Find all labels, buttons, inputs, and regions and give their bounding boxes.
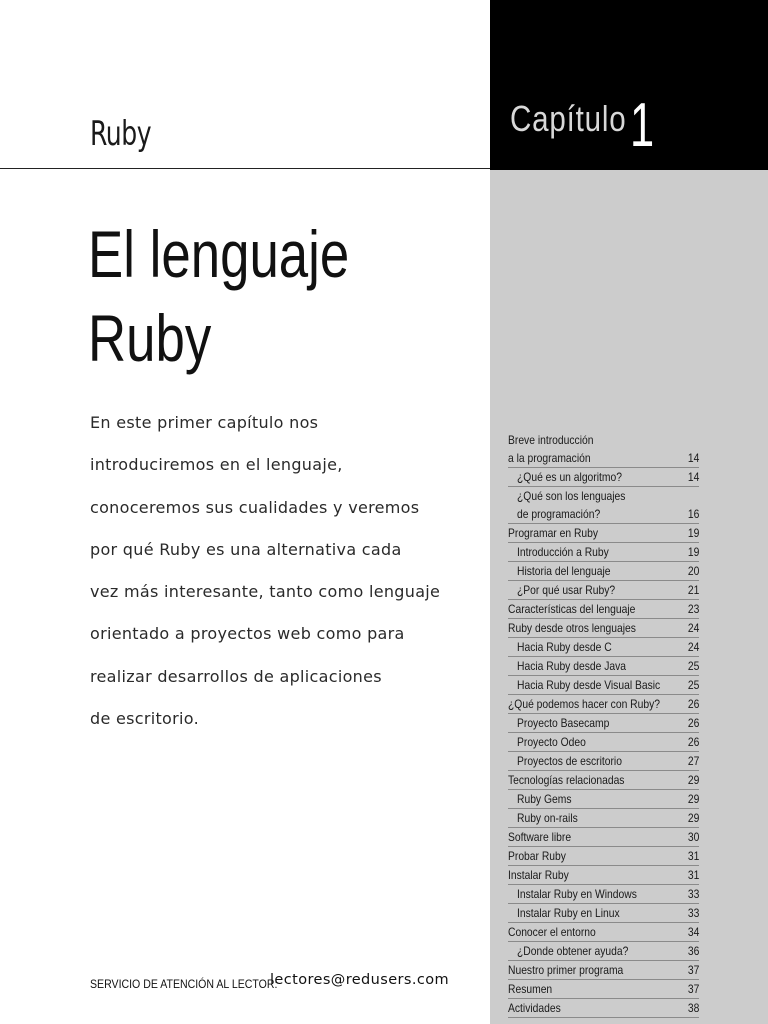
toc-entry-title: ¿Qué son los lenguajes — [517, 489, 626, 503]
intro-line: realizar desarrollos de aplicaciones — [90, 666, 382, 686]
toc-page-number: 16 — [687, 507, 699, 521]
toc-entry[interactable] — [508, 619, 699, 638]
toc-entry-title: Actividades — [508, 1001, 561, 1015]
toc-page-number: 14 — [687, 451, 699, 465]
toc-subentry[interactable] — [508, 714, 699, 733]
chapter-word: Capítulo — [510, 98, 627, 139]
toc-page-number: 25 — [687, 678, 699, 692]
chapter-header-panel — [490, 0, 768, 170]
toc-page-number: 26 — [687, 716, 699, 730]
intro-line: por qué Ruby es una alternativa cada — [90, 539, 402, 559]
toc-entry[interactable] — [508, 923, 699, 942]
toc-subentry[interactable] — [508, 942, 699, 961]
toc-page-number: 25 — [687, 659, 699, 673]
toc-entry-title: Conocer el entorno — [508, 925, 596, 939]
toc-entry-title: Hacia Ruby desde C — [517, 640, 612, 654]
toc-entry[interactable] — [508, 999, 699, 1018]
toc-entry-title: Historia del lenguaje — [517, 564, 611, 578]
intro-line: En este primer capítulo nos — [90, 413, 319, 432]
toc-subentry[interactable] — [508, 562, 699, 581]
toc-subentry[interactable] — [508, 468, 699, 487]
chapter-number: 1 — [630, 91, 655, 160]
toc-page-number: 37 — [687, 963, 699, 977]
toc-entry[interactable] — [508, 828, 699, 847]
toc-page-number: 37 — [687, 982, 699, 996]
toc-entry[interactable] — [508, 524, 699, 543]
book-title: Ruby — [90, 114, 152, 154]
toc-entry-title-continued: de programación? — [517, 507, 601, 521]
toc-entry-title: Instalar Ruby en Linux — [517, 906, 620, 920]
toc-page-number: 31 — [687, 868, 699, 882]
toc-page-number: 23 — [687, 602, 699, 616]
toc-page-number: 24 — [687, 621, 699, 635]
toc-entry-title: Proyecto Basecamp — [517, 716, 610, 730]
chapter-title-line: Ruby — [88, 301, 212, 375]
toc-entry[interactable] — [508, 600, 699, 619]
toc-entry-title: ¿Qué es un algoritmo? — [517, 470, 622, 484]
toc-page-number: 29 — [687, 792, 699, 806]
toc-subentry[interactable] — [508, 657, 699, 676]
toc-entry-title: Hacia Ruby desde Visual Basic — [517, 678, 661, 692]
toc-page-number: 20 — [687, 564, 699, 578]
toc-page-number: 29 — [687, 811, 699, 825]
chapter-title-line: El lenguaje — [88, 217, 350, 291]
table-of-contents — [508, 431, 699, 1018]
toc-subentry[interactable] — [508, 790, 699, 809]
toc-page-number: 33 — [687, 906, 699, 920]
toc-entry-title: Nuestro primer programa — [508, 963, 624, 977]
toc-entry-title: Probar Ruby — [508, 849, 566, 863]
toc-entry[interactable] — [508, 961, 699, 980]
footer-label: SERVICIO DE ATENCIÓN AL LECTOR: — [90, 977, 278, 991]
intro-line: de escritorio. — [90, 709, 199, 729]
toc-subentry[interactable] — [508, 809, 699, 828]
toc-page-number: 29 — [687, 773, 699, 787]
toc-page-number: 31 — [687, 849, 699, 863]
toc-page-number: 19 — [687, 545, 699, 559]
toc-entry[interactable] — [508, 771, 699, 790]
toc-entry-title: Programar en Ruby — [508, 526, 599, 540]
chapter-intro — [90, 402, 470, 740]
toc-subentry[interactable] — [508, 543, 699, 562]
intro-line: vez más interesante, tanto como lenguaje — [90, 582, 441, 602]
toc-entry[interactable] — [508, 866, 699, 885]
toc-subentry[interactable] — [508, 733, 699, 752]
toc-entry[interactable] — [508, 695, 699, 714]
toc-entry-title: Introducción a Ruby — [517, 545, 609, 559]
toc-entry-title-continued: a la programación — [508, 451, 591, 465]
toc-entry-title: Instalar Ruby — [508, 868, 569, 882]
toc-page-number: 24 — [687, 640, 699, 654]
toc-entry-title: Ruby on-rails — [517, 811, 578, 825]
toc-page-number: 36 — [687, 944, 699, 958]
toc-subentry[interactable] — [508, 676, 699, 695]
toc-entry-title: ¿Qué podemos hacer con Ruby? — [508, 697, 661, 711]
toc-entry-title: Ruby desde otros lenguajes — [508, 621, 636, 635]
toc-page-number: 27 — [687, 754, 699, 768]
intro-line: conoceremos sus cualidades y veremos — [90, 497, 420, 517]
toc-entry-title: Proyecto Odeo — [517, 735, 586, 749]
toc-entry-title: Breve introducción — [508, 433, 594, 447]
toc-entry-title: Tecnologías relacionadas — [508, 773, 625, 787]
toc-entry[interactable] — [508, 980, 699, 999]
toc-page-number: 30 — [687, 830, 699, 844]
toc-entry-title: Software libre — [508, 830, 572, 844]
intro-line: orientado a proyectos web como para — [90, 624, 405, 644]
toc-page-number: 33 — [687, 887, 699, 901]
toc-entry-title: Instalar Ruby en Windows — [517, 887, 637, 901]
toc-page-number: 14 — [687, 470, 699, 484]
toc-entry-title: Características del lenguaje — [508, 602, 636, 616]
toc-subentry[interactable] — [508, 638, 699, 657]
chapter-title — [88, 212, 408, 380]
intro-line: introduciremos en el lenguaje, — [90, 455, 343, 475]
toc-subentry[interactable] — [508, 581, 699, 600]
toc-entry[interactable] — [508, 847, 699, 866]
toc-page-number: 19 — [687, 526, 699, 540]
toc-page-number: 26 — [687, 697, 699, 711]
toc-entry-title: Hacia Ruby desde Java — [517, 659, 627, 673]
toc-page-number: 38 — [687, 1001, 699, 1015]
toc-page-number: 26 — [687, 735, 699, 749]
toc-entry-title: Proyectos de escritorio — [517, 754, 622, 768]
chapter-label — [510, 91, 655, 160]
toc-subentry[interactable] — [508, 904, 699, 923]
toc-entry-title: Ruby Gems — [517, 792, 572, 806]
toc-subentry[interactable] — [508, 885, 699, 904]
toc-entry-title: ¿Por qué usar Ruby? — [517, 583, 616, 597]
footer-email-link[interactable]: lectores@redusers.com — [270, 972, 450, 988]
header-divider — [0, 168, 490, 169]
toc-page-number: 34 — [687, 925, 699, 939]
toc-subentry[interactable] — [508, 752, 699, 771]
reader-service-footer — [90, 972, 450, 993]
toc-entry-title: Resumen — [508, 982, 553, 996]
toc-page-number: 21 — [687, 583, 699, 597]
toc-entry-title: ¿Donde obtener ayuda? — [517, 944, 629, 958]
toc-entry[interactable] — [508, 431, 699, 468]
toc-subentry[interactable] — [508, 487, 699, 524]
